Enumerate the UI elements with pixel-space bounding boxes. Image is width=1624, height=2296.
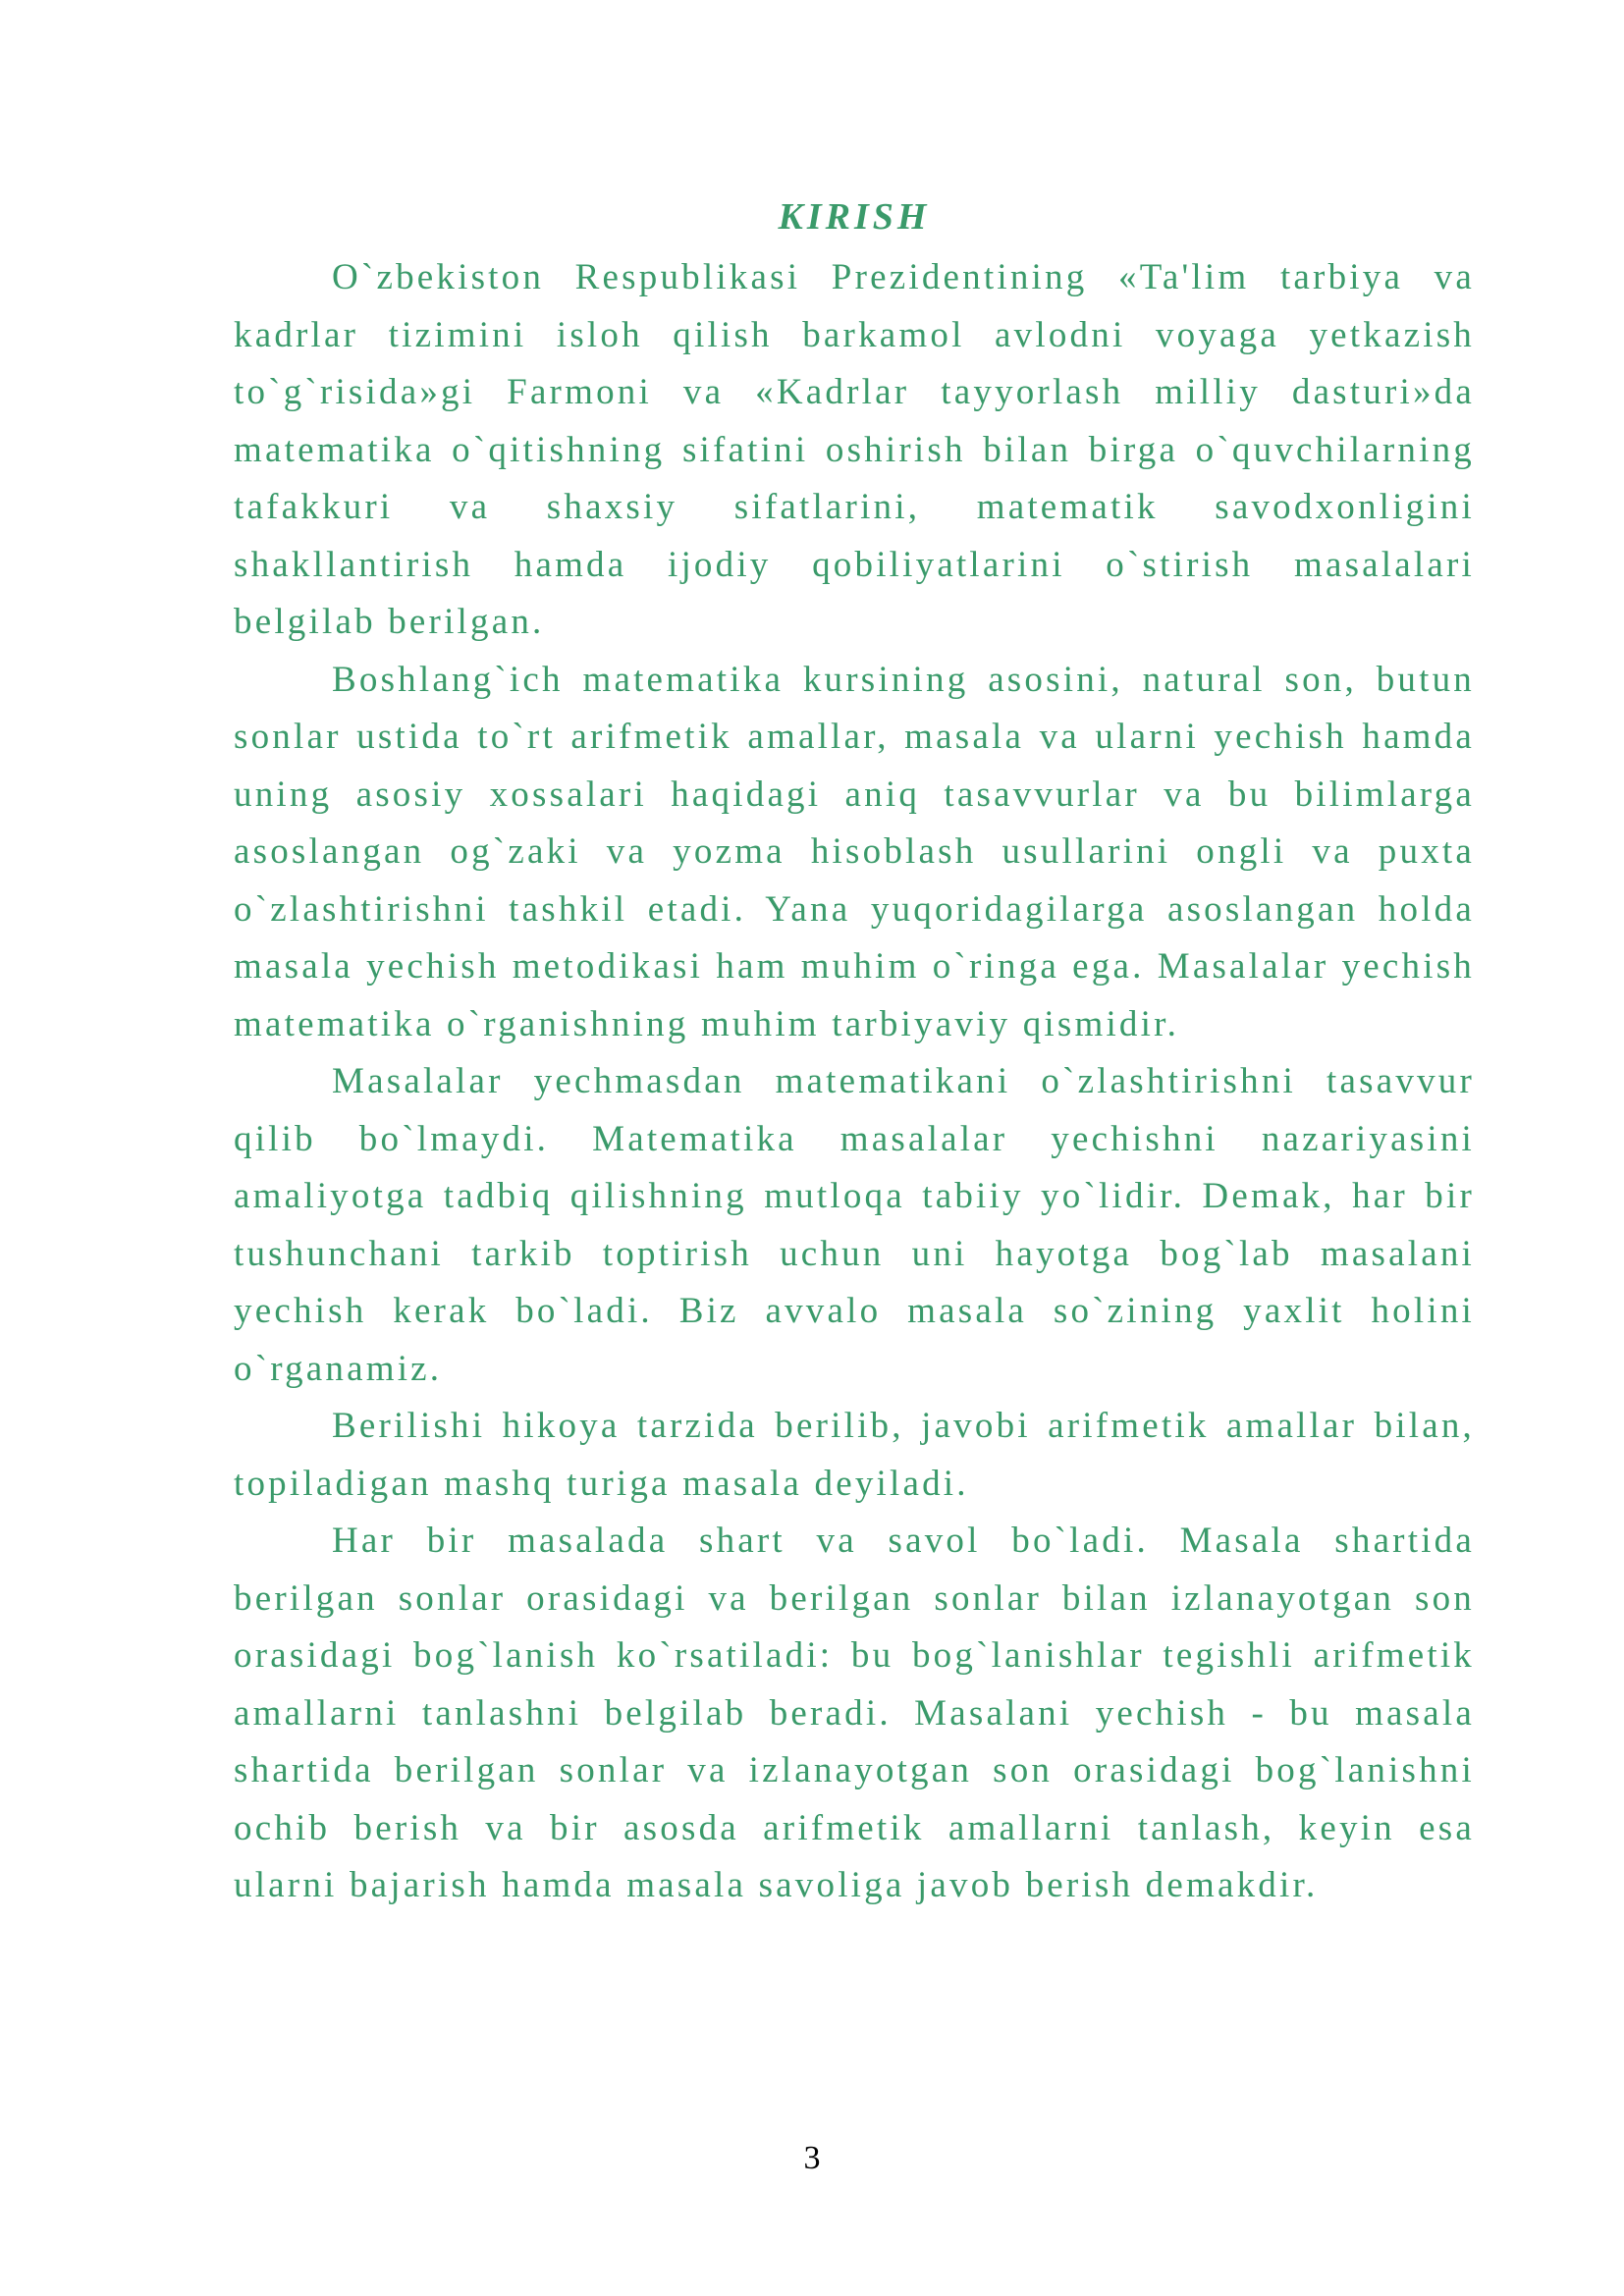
paragraph-1: O`zbekiston Respublikasi Prezidentining «Ta'lim tarbiya va kadrlar tizimini isloh qilish barkamol avlodni voyaga yetkazish to`g`risida»gi Farmoni va «Kadrlar tayyorlash milliy dasturi»da matematika o`qitishning sifatini oshirish bilan birga o`quvchilarning tafakkuri va shaxsiy sifatlarini, matematik savodxonligini shakllantirish hamda ijodiy qobiliyatlarini o`stirish masalalari belgilab berilgan.	[234, 257, 1475, 642]
paragraph-5: Har bir masalada shart va savol bo`ladi. Masala shartida berilgan sonlar orasidagi va berilgan sonlar bilan izlanayotgan son orasidagi bog`lanish ko`rsatiladi: bu bog`lanishlar tegishli arifmetik amallarni tanlashni belgilab beradi. Masalani yechish - bu masala shartida berilgan sonlar va izlanayotgan son orasidagi bog`lanishni ochib berish va bir asosda arifmetik amallarni tanlash, keyin esa ularni bajarish hamda masala savoliga javob berish demakdir.	[234, 1521, 1475, 1905]
page-number: 3	[803, 2140, 821, 2176]
page-content	[234, 192, 1475, 1915]
page-title: KIRISH	[778, 196, 931, 238]
paragraph-3: Masalalar yechmasdan matematikani o`zlashtirishni tasavvur qilib bo`lmaydi. Matematika masalalar yechishni nazariyasini amaliyotga tadbiq qilishning mutloqa tabiiy yo`lidir. Demak, har bir tushunchani tarkib toptirish uchun uni hayotga bog`lab masalani yechish kerak bo`ladi. Biz avvalo masala so`zining yaxlit holini o`rganamiz.	[234, 1061, 1475, 1389]
paragraph-4: Berilishi hikoya tarzida berilib, javobi arifmetik amallar bilan, topiladigan mashq turiga masala deyiladi.	[234, 1406, 1475, 1504]
paragraph-2: Boshlang`ich matematika kursining asosini, natural son, butun sonlar ustida to`rt arifmetik amallar, masala va ularni yechish hamda uning asosiy xossalari haqidagi aniq tasavvurlar va bu bilimlarga asoslangan og`zaki va yozma hisoblash usullarini ongli va puxta o`zlashtirishni tashkil etadi. Yana yuqoridagilarga asoslangan holda masala yechish metodikasi ham muhim o`ringa ega. Masalalar yechish matematika o`rganishning muhim tarbiyaviy qismidir.	[234, 659, 1475, 1044]
